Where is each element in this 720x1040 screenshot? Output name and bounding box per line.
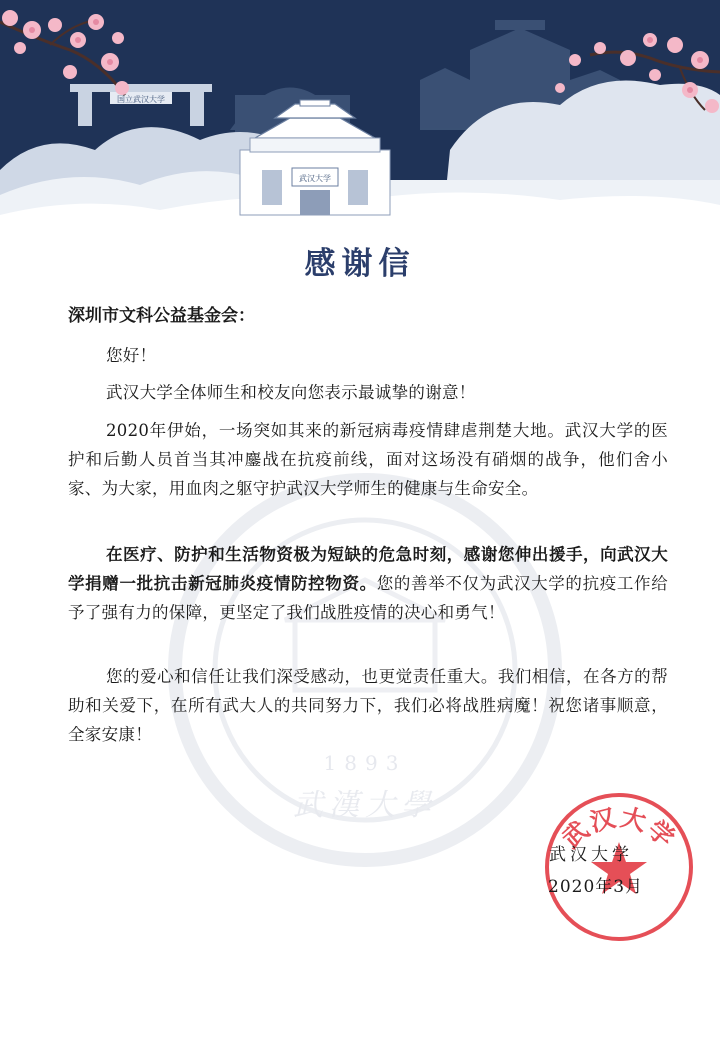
signature-organization: 武汉大学 bbox=[549, 845, 633, 865]
gate-plaque-text: 国立武汉大学 bbox=[117, 95, 165, 104]
paragraph-thanks: 武汉大学全体师生和校友向您表示最诚挚的谢意！ bbox=[106, 383, 476, 402]
building-plaque-text: 武汉大学 bbox=[299, 174, 331, 183]
letter-title: 感谢信 bbox=[304, 246, 416, 282]
watermark-year: 1893 bbox=[323, 751, 407, 775]
paragraph-background: 2020年伊始，一场突如其来的新冠病毒疫情肆虐荆楚大地。武汉大学的医护和后勤人员首当其冲鏖战在抗疫前线，面对这场没有硝烟的战争，他们舍小家、为大家，用血肉之躯守护武汉大学师生的健康与生命安全。 bbox=[68, 421, 668, 498]
recipient-line: 深圳市文科公益基金会： bbox=[68, 306, 255, 326]
paragraph-donation bbox=[68, 540, 668, 627]
signature-date: 2020年3月 bbox=[548, 877, 644, 897]
seal-text: 武汉大学 bbox=[556, 802, 682, 855]
paragraph-closing: 您的爱心和信任让我们深受感动，也更觉责任重大。我们相信，在各方的帮助和关爱下，在所有武大人的共同努力下，我们必将战胜病魔！祝您诸事顺意，全家安康！ bbox=[68, 667, 668, 744]
university-seal-stamp bbox=[540, 788, 698, 946]
greeting-paragraph: 您好！ bbox=[106, 346, 157, 365]
campus-header-illustration bbox=[0, 0, 720, 250]
paragraph-donation-rest: 您的善举不仅为武汉大学的抗疫工作给予了强有力的保障，更坚定了我们战胜疫情的决心和勇气！ bbox=[68, 574, 668, 622]
paragraph-donation-bold: 在医疗、防护和生活物资极为短缺的危急时刻，感谢您伸出援手，向武汉大学捐赠一批抗击新冠肺炎疫情防控物资。 bbox=[68, 545, 668, 593]
watermark-script: 武漢大學 bbox=[293, 788, 437, 823]
